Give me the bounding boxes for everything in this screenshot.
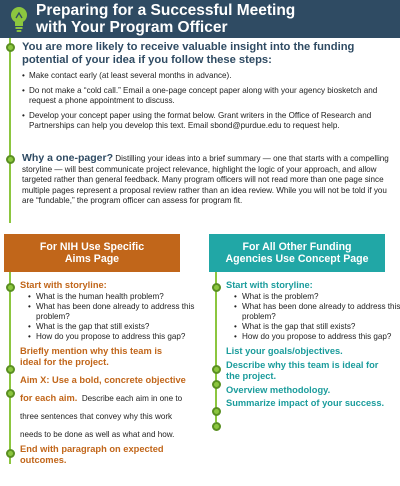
nih-item-aim: Aim X: Use a bold, concrete objective for each aim. Describe each aim in one to three sentences that convey why this work needs to be done as well as what and how. — [20, 374, 186, 439]
other-column — [226, 280, 400, 409]
list-item: • How do you propose to address this gap? — [20, 332, 200, 342]
intro-headline: You are more likely to receive valuable insight into the funding potential of your idea if you follow these steps: — [22, 41, 355, 66]
timeline-dot — [212, 380, 221, 389]
list-item: • What has been done already to address this problem? — [20, 302, 200, 322]
list-item: • Develop your concept paper using the format below. Grant writers in the Office of Research and Partnerships can help you develop this text. Email sbond@purdue.edu to request help. — [22, 111, 394, 131]
other-timeline-line — [215, 272, 217, 422]
list-item: • What is the human health problem? — [20, 292, 200, 302]
nih-item-outcomes: End with paragraph on expected outcomes. — [20, 443, 164, 465]
list-item: • How do you propose to address this gap? — [226, 332, 400, 342]
lightbulb-icon — [7, 5, 31, 33]
page-header — [0, 0, 400, 38]
other-item-impact: Summarize impact of your success. — [226, 398, 385, 409]
one-pager-lead: Why a one-pager? — [22, 152, 114, 164]
list-item: • Do not make a “cold call.” Email a one-page concept paper along with your agency biosketch and request a phone appointment to discuss. — [22, 86, 394, 106]
one-pager-section — [22, 153, 394, 207]
list-item: • Make contact early (at least several months in advance). — [22, 71, 394, 81]
timeline-dot — [6, 389, 15, 398]
list-item: • What is the problem? — [226, 292, 400, 302]
other-question-list — [226, 292, 400, 342]
intro-bullet-list — [22, 71, 394, 136]
timeline-dot — [212, 422, 221, 431]
timeline-dot — [6, 449, 15, 458]
nih-column — [20, 280, 200, 465]
timeline-line — [9, 38, 11, 223]
list-item: • What has been done already to address this problem? — [226, 302, 400, 322]
list-item: • What is the gap that still exists? — [20, 322, 200, 332]
timeline-dot — [6, 283, 15, 292]
timeline-dot — [6, 43, 15, 52]
timeline-dot — [212, 407, 221, 416]
page-title: Preparing for a Successful Meeting with Your Program Officer — [36, 2, 296, 36]
timeline-dot — [212, 365, 221, 374]
other-item-storyline: Start with storyline: • What is the problem? • What has been done already to address this problem? • What is the gap that still exists? • How do you propose to address this gap? — [226, 280, 400, 342]
timeline-dot — [212, 283, 221, 292]
other-column-heading: For All Other Funding Agencies Use Concept Page — [209, 234, 385, 272]
nih-question-list — [20, 292, 200, 342]
other-item-methodology: Overview methodology. — [226, 384, 331, 395]
nih-item-storyline: Start with storyline: • What is the human health problem? • What has been done already to address this problem? • What is the gap that still exists? • How do you propose to address this gap? — [20, 280, 200, 342]
timeline-dot — [6, 365, 15, 374]
one-pager-text: Distilling your ideas into a brief summary — one that starts with a compelling storyline — will best communicate project relevance, highlight the logic of your approach, and allow targeted rather than general feedback. Many program officers will not read more than one page since multiple pages represent a proposal review rather than an idea review. While you will not be told if you are “fundable,” the program officer can assess for program fit. — [22, 154, 389, 206]
timeline-dot — [6, 155, 15, 164]
other-item-team: Describe why this team is ideal for the project. — [226, 360, 379, 381]
list-item: • What is the gap that still exists? — [226, 322, 400, 332]
other-item-goals: List your goals/objectives. — [226, 346, 343, 357]
nih-column-heading: For NIH Use Specific Aims Page — [4, 234, 180, 272]
nih-item-team: Briefly mention why this team is ideal for the project. — [20, 346, 163, 368]
